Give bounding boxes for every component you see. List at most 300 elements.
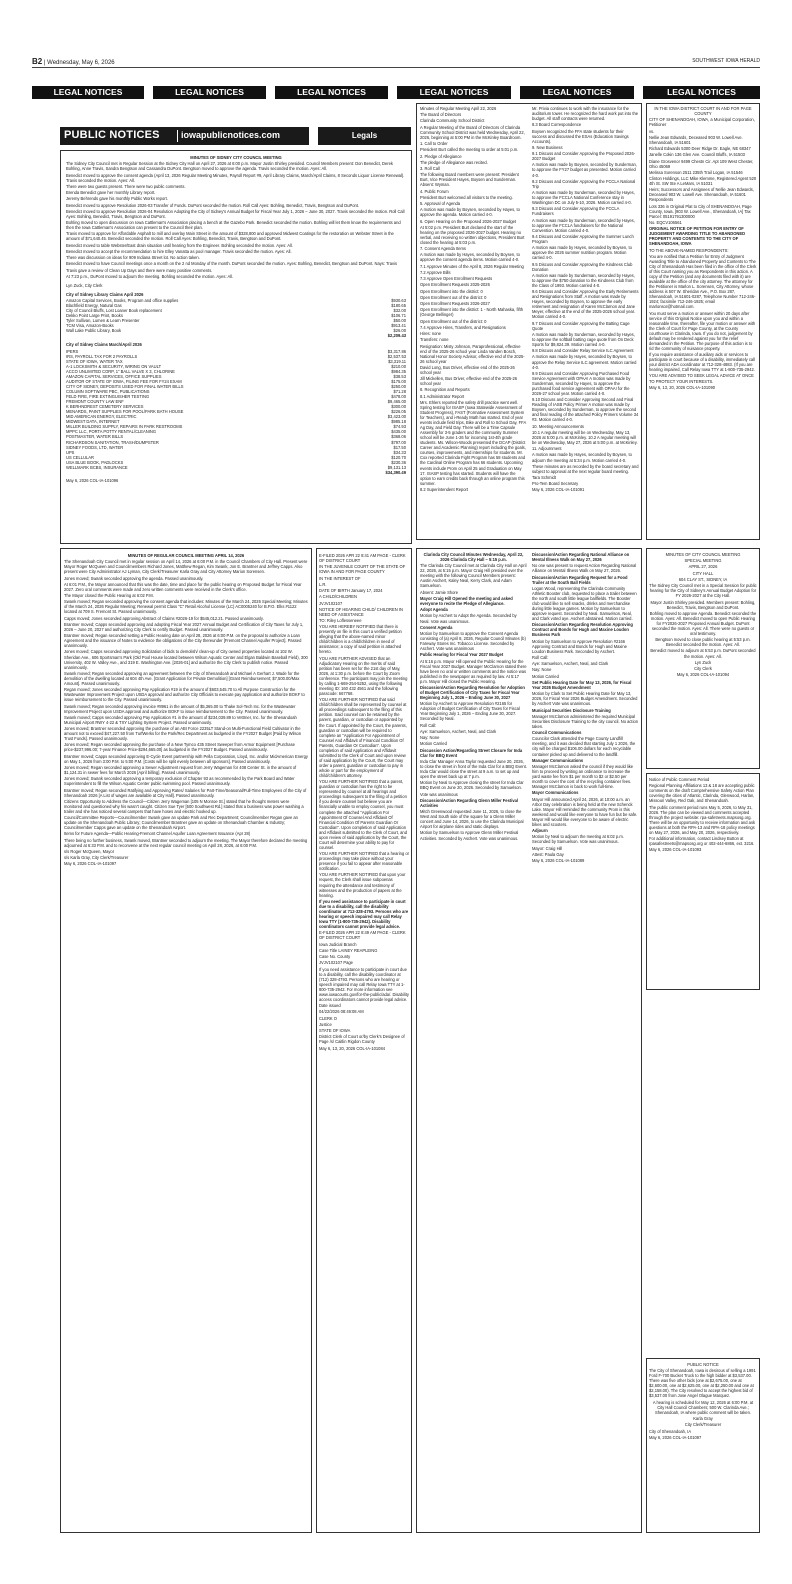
notice-body	[532, 552, 639, 863]
notice-paragraph: Roll Call:	[532, 655, 549, 661]
notice-paragraph: 4. Public Forum	[420, 188, 449, 194]
notice-paragraph: ORIGINAL NOTICE OF PETITION FOR ENTRY OF JUDGEMENT AWARDING TITLE TO ABANDONED PROPERTY AND CONTENTS TO THE CITY OF SHENANDOAH, IOWA	[649, 226, 746, 247]
notice-paragraph: 10.1 A regular meeting will be on Wednesday, May 13, 2026 at 5:00 p.m. at McKinley. 10.2 A regular meeting will be on Wednesday, May 27, 2026 at 5:00 p.m. at McKinley.	[532, 429, 638, 445]
notice-paragraph: Jeremy Behrends gave his monthly Public Works report.	[66, 196, 168, 202]
notice-paragraph: 9.8 Discuss and Consider Relay Service ILC Agreement	[532, 348, 634, 354]
notice-paragraph: At 7:23 p.m., DuPont moved to adjourn the meeting. Bohling seconded the motion. Ayes: All.	[66, 273, 234, 279]
notice-paragraph: Justice	[319, 1021, 332, 1027]
notice-paragraph: 9.1 Discuss and Consider Approving the Proposed 2026-2027 Budget	[532, 151, 636, 162]
notice-paragraph: David Long, Bus Driver, effective end of the 2025-26 school year	[420, 364, 515, 375]
claim-vendor: MIDWEST DATA, INTERNET	[66, 419, 120, 425]
claim-vendor: AUDITOR OF STATE OF IOWA, FILING FEE FOR FY24 EXAM	[66, 378, 182, 384]
notice-paragraph: Hires: none	[420, 331, 441, 337]
notice-paragraph: May 6, 2026 COL-IA-101089	[532, 858, 585, 864]
notice-paragraph: Swank moved; Regan seconded approving an agreement between the City of Shenandoah and Michael A Gerhart J. Wade for the demolition of the dwelling located at 604 4th Ave. [Grant Application for Private Demolition] [Grant Reimbursement; $7,500.00/Max Amount]. Passed unanimously.	[64, 670, 300, 686]
notice-paragraph: 5. Approval of Agenda	[420, 201, 461, 206]
notice-paragraph: PUBLIC NOTICE	[687, 1362, 719, 1367]
notice-paragraph: There were two guests present. There were two public comments.	[66, 183, 186, 189]
notice-paragraph: Open Enrollment out of the district: 0	[420, 318, 487, 324]
claim-amount: $34.33	[393, 449, 406, 455]
notice-paragraph: 9.9 Discuss and Consider Approving Purchased Food Service Agreement with OPAA! A motion was made by Sunderman, seconded by Hayes, to approve the purchased food service agreement with OPAA! for the 2026-27 school year. Motion carried 4-0.	[532, 370, 631, 396]
notice-paragraph: Nellie Jean Edwards, Deceased 903 W. Lowell Ave. Shenandoah, IA 51601	[649, 134, 743, 145]
claim-amount: $368.06	[391, 434, 406, 440]
notice-paragraph: CITY OF SHENANDOAH, IOWA, a Municipal Corporation, Petitioner	[649, 117, 755, 128]
clerk-signature: Lyn Zuck, City Clerk	[66, 282, 103, 288]
notice-paragraph: CLERK O	[319, 1015, 337, 1021]
notice-paragraph: The public comment period runs May 5, 2026, to May 31, 2026. The plan can be viewed and comments accepted through the project website: rpa-safetreets.mapsosg.org. There will be an opportunity to receive information and ask questions at both the RPA-13 and RPA-18 policy meetings on May 27, 2026, and May 20, 2026, respectively.	[649, 804, 756, 835]
notice-paragraph: 1. Call to Order	[420, 141, 448, 147]
notice-paragraph: A motion was made by Hayes, seconded by Boysen, to approve the 2026 summer nutrition program. Motion carried 4-0.	[532, 245, 632, 261]
claim-vendor: IPERS	[66, 348, 79, 354]
notice-paragraph: Mayor: Craig Hill	[532, 845, 563, 851]
notice-paragraph: Benedict moved to accept the recommendation to hire Elley Vanatta as pool manager. Travis seconded the motion. Ayes: All.	[66, 248, 292, 254]
claim-vendor: WELLMARK BCBS, INSURANCE	[66, 464, 128, 470]
notice-body	[649, 106, 757, 390]
notice-paragraph: Open Enrollment into the district: 1 - North Mahaska, fifth (George Bellinger)	[420, 307, 524, 318]
notice-paragraph: The Sidney City Council met in Regular Session at the Sidney City Hall on April 27, 2026 at 6:00 p.m. Mayor Justin Shirley presided. Council Members present: Don Benedict, Derek Bohling, Anne Travis, Sandra Bengtson and Cassandra DuPont. Bengtson moved to approve the agenda. Travis seconded the motion. Ayes: All.	[66, 161, 393, 172]
notice-paragraph: Jones moved; Regan seconded approving a Sewer Adjustment request from Jerry Wageman for 408 Center St. in the amount of $1,124.31 in sewer fees for March 2026 [April billing]. Passed unanimously.	[64, 764, 297, 776]
notice-paragraph: 8.3 Board Correspondence	[532, 122, 582, 128]
header-rule	[32, 67, 760, 68]
claim-vendor: Wall Lake Public Library, Book	[66, 328, 122, 334]
notice-paragraph: The Clarinda City Council met at Clarinda City Hall on April 22, 2026, at 5:15 p.m. Mayor Craig Hill presided over the meeting with the following Council Members present: Austin Aschert, Kaley Neal, Kerry Clark, and Adam Samuelson.	[420, 563, 527, 589]
claim-amount: $300.00	[391, 404, 406, 410]
notice-paragraph: 8. Recognition and Reports	[420, 387, 470, 393]
notice-paragraph: Councilor Clark attended the Page County Landfill meeting, and it was decided that starting July 1 2026, the city will be charged $106.00 dollars for each recyclable container picked up and delivered to the landfill.	[532, 736, 636, 757]
notice-paragraph: 3. Roll Call	[420, 165, 440, 171]
notice-paragraph: Tara Schmidt	[532, 475, 556, 481]
notice-paragraph: The pledge of Allegiance was recited.	[420, 159, 488, 165]
notice-paragraph: At 5:02 p.m. President Burt declared the start of the hearing on the proposed 2026-2027 budget. Hearing no verbal, and receiving no written objections, President Burt closed the hearing at 5:03 p.m.	[420, 224, 525, 245]
notice-paragraph: Citizens Opportunity to Address the Council—Citizen Jerry Wageman [105 N Monroe St.] stated that he thought meters were monitored and questioned why his wasn't caught. Citizen Sue Tyer [500 Southwest Rd.] stated that a business was power washing a trailer and she has noticed several campers that have hoses and electric hooked up.	[64, 798, 304, 814]
claim-amount: $74.93	[393, 424, 406, 430]
notice-paragraph: 7. Consent Agenda Items	[420, 246, 466, 252]
notice-paragraph: Brantner moved; Capps seconded approving and adopting Fiscal Year 2027 Annual Budget and Certification of City Taxes for July 1, 2026 – June 20, 2027 and authorizing City Clerk to certify Budget. Passed unanimously.	[64, 621, 304, 632]
notice-body	[420, 563, 527, 840]
notice-paragraph: You must serve a motion or answer within 20 days after service of this Original Notice upon you and within a reasonable time, thereafter, file your motion or answer with the Clerk of Court for Page County, at the County courthouse in Clarinda, Iowa. If you do not, judgement by default may be rendered against you for the relief demanded in the Petition. The purpose of this action is to rid the community of nuisance property.	[649, 310, 756, 351]
notice-paragraph: A motion was made by Sunderman, seconded by Hayes, to approve the $750 donation to the Kindness Club from the Class of 1993. Motion carried 4-0.	[532, 272, 635, 288]
notice-paragraph: No. EQCV106561	[649, 220, 682, 225]
notice-paragraph: NOTICE OF HEARING CHILD/ CHILDREN IN NEED OF ASSISTANCE	[319, 606, 403, 617]
notice-paragraph: YOU ARE ADVISED TO SEEK LEGAL ADVICE AT ONCE TO PROTECT YOUR INTERESTS.	[649, 373, 754, 384]
clarinda-council-minutes-cont	[532, 552, 639, 1528]
claims-title: City of Sidney Claims March/April 2026	[66, 342, 142, 348]
notice-paragraph: 6. Open Hearing on the Proposed 2026-2027 Budget	[420, 218, 517, 224]
logo-title: PUBLIC NOTICES	[64, 129, 160, 141]
notice-paragraph: City Clerk/Treasurer	[684, 1422, 722, 1428]
notice-paragraph: IN THE INTEREST OF	[319, 575, 361, 581]
claims-total: $2,209.43	[387, 333, 406, 339]
notice-paragraph: Mayor Hill announced April 24, 2026, at 10:00 a.m. an Arbor Day celebration is being held at the new Schenck Lake. Mayor Hill reminded the community Prom is this weekend and would like everyone to have fun but be safe. Mayor Hill would like everyone to be aware of electric bikes and scooters.	[532, 796, 638, 827]
notice-body	[420, 106, 527, 492]
notice-paragraph: A motion was made by Boysen, seconded by Hayes, to approve the agenda. Motion carried 4-0.	[420, 207, 520, 218]
notice-paragraph: Date issued	[319, 1003, 341, 1009]
claim-amount: $175.00	[391, 378, 406, 384]
notice-paragraph: Motion by Aschert to Adopt the Agenda. Seconded by Neal. Vote was unanimous.	[420, 613, 517, 624]
legal-notices-banner: LEGAL NOTICES	[397, 86, 511, 99]
notice-title: MINUTES OF SIDNEY CITY COUNCIL MEETING	[190, 155, 282, 160]
notice-paragraph: Aye: Samuelson, Aschert, Neal, and Clark	[420, 728, 497, 734]
notice-paragraph: Swank moved; Regan seconded approving invoice #8961 in the amount of $5,365.00 to Thake Sol-Tech Inc. for the Wastewater Improvement Project upon USDA approval and authorize BOKF to issue reimbursement to the City. Passed unanimously.	[64, 703, 296, 714]
notice-paragraph: A motion was made by Hayes, seconded by Boysen, to adjourn the meeting at 5:34 p.m. Motion carried 4-0.	[532, 452, 632, 463]
legal-notices-banner: LEGAL NOTICES	[643, 86, 760, 99]
claim-vendor: UPS	[66, 449, 75, 455]
notice-paragraph: Notice of Public Comment Period	[649, 777, 710, 782]
claim-vendor: ACCO UNLIMITED CORP, 1" BALL VALVE X 3, CHLORINE	[66, 368, 175, 374]
notice-paragraph: Motion by Samuelson to Approve Glenn Miller Festival Activities. Seconded by Aschert. Vote was unanimous.	[420, 830, 519, 841]
claim-amount: $3,423.00	[387, 414, 406, 420]
notice-paragraph: Mayor Communications	[532, 790, 579, 796]
claim-vendor: Amazon Capital Services, Books, Program and office supplies	[66, 298, 179, 304]
notice-paragraph: May 6, 2026 COL-IA-101094	[676, 672, 730, 678]
notice-paragraph: Aye: Samuelson, Aschert, Neal, and Clark	[532, 661, 609, 667]
notice-paragraph: A motion was made by Hayes, seconded by Boysen, to approve the consent agenda items. Motion carried 4-0.	[420, 252, 520, 263]
legals-tag: Legals	[318, 127, 411, 145]
notice-paragraph: Benedict moved to table Webster/East drain situation until hearing from the Engineer. Bohling seconded the motion. Ayes: All.	[66, 242, 293, 248]
notice-paragraph: Swank moved; Regan seconded approving the consent agenda that includes: Minutes of the March 24, 2026 Special Meeting; Minutes of the March 24, 2026 Regular Meeting; Renewal permit Class "C" Retail Alcohol License (LC) AC0005240 for B.P.O. Elks #1122 located at 709 S. Fremont St. Passed unanimously.	[64, 599, 308, 615]
claim-vendor: FELD FIRE, FIRE EXTINGUISHER TESTING	[66, 394, 150, 400]
claim-amount: $435.00	[391, 429, 406, 435]
claim-vendor: Blachfield Energy, Natural Gas	[66, 303, 122, 309]
notice-paragraph: Discussion Action/Regarding Street Closure for Inda Clar for BBQ Event	[420, 747, 523, 758]
notice-paragraph: Karla Gray	[693, 1416, 713, 1422]
notice-paragraph: YOU ARE FURTHER NOTIFIED that said child/children shall be represented by counsel at all proceedings subsequent to the filing of this petition. Said counsel can be retained by the parent, guardian, or custodian or appointed by the Court. If appointed by the Court, the parents, guardian or custodian will be required to complete an "Application For Appointment of Counsel And Affidavit of Financial Condition Of Parents, Guardian Or Custodian". Upon completion of said Application and Affidavit submitted to the Clerk of Court and upon review of said application by the Court, the Court may order a parent, guardian or custodian to pay in whole or part for the employment of child/children's attorney.	[319, 697, 407, 778]
claim-amount: $3,319.11	[388, 358, 406, 364]
notice-paragraph: Motion by Clark to Set Public Hearing Date for May 13, 2026, for Fiscal Year 2026 Budget Amendment. Seconded by Aschert Vote was unanimous.	[532, 691, 638, 707]
claim-vendor: MID AMERICAN ENERGY, ELECTRIC	[66, 414, 137, 420]
claim-amount: $38.53	[393, 373, 406, 379]
notice-paragraph: Motion Carried	[532, 673, 559, 679]
notice-paragraph: Benedict moved to approve Resolution 2026-03 Transfer of Funds. DuPont seconded the motion. Roll Call Ayes: Bohling, Benedict, Travis, Bengtson and DuPont.	[66, 202, 360, 208]
notice-paragraph: Jones moved; Brantner seconded approving the purchase of an ABI Force 2235LT Stand-on Multi-Functional Field Cultivator in the amount not to exceed $47,227.50 from TurfWerks for the Park/Rec Department as budgeted in the FY2027 Budget [Paid by Wilson Trust Funds]. Passed unanimously.	[64, 726, 302, 742]
notice-paragraph: May 6, 2026 COL-IA-101093	[649, 847, 702, 853]
notice-paragraph: TO: Riley Loflesseneee	[319, 618, 362, 624]
logo-divider	[177, 130, 178, 142]
notice-paragraph: Manager McClarnon asked the council if they would like him to proceed by writing an ordinance to increase the yard waste fee from $1 per month to $2 or $2.50 per month to cover the cost of the recycling container fees. Manager McClarnon is back to work full-time.	[532, 763, 634, 790]
notice-paragraph: Jones moved; Swank seconded approving a temporary exclusion of Chapter 93 as recommended by the Park Board and Water Superintendent to fill the Wilson Aquatic Center public swimming pool. Passed unanimously.	[64, 776, 295, 787]
notice-footer: May 6, 13, 20, 2026 COL-IA-101084	[319, 1045, 385, 1051]
notice-paragraph: The Sidney City Council met in a Special Session for public hearing for the City of Sidney's Annual Budget Adoption for FY 2026-2027 at the City Hall.	[649, 583, 757, 599]
notice-paragraph: You are notified that a Petition for Entry of Judgment Awarding Title to Abandoned Property and Contents to The City of Shenandoah Has been filed in the office of the Clerk of this Court naming you as Respondents in this action. A copy of the Petition (and any documents filed with it) are available at the office of the city attorney. The attorney for the Petitioner is Marlon L. Sorensen, City Attorney, whose address is 507 W. Sheridan Ave., P.O. Box 287, Shenandoah, IA 51601-0287, Telephone Number 712-246-1924; facsimile 712-246-1925; email marlonsor@hotmail.com.	[649, 253, 757, 310]
notice-paragraph: 8.2 Superintendent Report	[420, 486, 469, 492]
notice-paragraph: Discussion/Action Regarding Resolution Approving Contract and Bonds for Hugh and Maxine Loudon Business Park	[532, 622, 633, 638]
claim-vendor: MILLER BUILDING SUPPLY, REPAIRS IN PARK RESTROOMS	[66, 424, 183, 430]
claim-amount: $26.00	[393, 328, 406, 334]
notice-paragraph: 7.3 Approve Open Enrollment Requests	[420, 276, 493, 282]
claim-amount: $9,465.00	[387, 399, 406, 405]
notice-paragraph: Discussion/Action Regarding National Alliance on Mental Illness Walk on May 27, 2026	[532, 552, 630, 563]
sidney-minutes	[66, 155, 406, 541]
notice-paragraph: YOU ARE FURTHER ADVISED that an Adjudicatory Hearing on the merits of said petition has been set for the 21st day of May, 2026, at 1:30 p.m. before the Court by Zoom conference. The participant may join the meeting by calling 1-669-254-5252, using the following meeting ID: 160 432 4561 and the following passcode: 667768.	[319, 655, 408, 697]
notice-paragraph: YOU ARE FURTHER NOTIFIED that a hearing or proceedings may take place without your presence if you fail to appear after reasonable notification.	[319, 851, 409, 872]
notice-paragraph: Lyn Zuck	[694, 659, 712, 665]
claim-vendor: MPPC LLC, PORTA POTTY RENTAL/CLEANING	[66, 429, 157, 435]
notice-paragraph: 9.3 Discuss and Consider Approving the FCCLA Fundraisers	[532, 206, 620, 217]
claims-list	[66, 349, 406, 470]
notice-paragraph: IN THE IOWA DISTRICT COURT IN AND FOR PAGE COUNTY	[654, 106, 752, 117]
notice-paragraph: Mayor Justin Shirley presided. Members present: Bohling, Benedict, Travis, Bengtson and DuPont.	[650, 599, 756, 610]
claim-amount: $930.63	[391, 298, 406, 304]
notice-paragraph: Case No. County	[319, 954, 351, 960]
notice-paragraph: Public Hearing for Fiscal Year 2027 Budget	[420, 652, 504, 658]
notice-paragraph: Brantner moved; Regan seconded Ratifying and Approving Rates/ Salaries for Part-Time/Seasonal/Full-Time Employees of the City of Shenandoah 2026 [A List of wages are available at City Hall]. Passed unanimously.	[64, 787, 307, 798]
notice-paragraph: Jones moved; Capps seconded approving Solicitation of bids to demolish/ clean-up of City owned properties located at 102 W. Sheridan Ave., 606 Sportsman's Park (Old Pool House located between Wilson Aquatic Center and Elgan Baldwin Baseball Field), 300 University, 402 W. Valley Ave., and 319 E. Washington Ave. [2026-01] and authorize the City Clerk to publish notice. Passed unanimously.	[64, 649, 308, 670]
claim-amount: $3,317.86	[387, 348, 406, 354]
notice-paragraph: YOU ARE FURTHER NOTIFIED that a parent, guardian or custodian has the right to be represented by counsel at all hearings and proceedings subsequent to the filing of a petition if you desire counsel but believe you are financially unable to employ counsel, you must complete the attached "Application For Appointment Of Counsel And Affidavit Of Financial Condition Of Parents Guardian Or Custodian". Upon completion of said Application and Affidavit submitted to the Clerk of Court, and upon review of said application by the Court, the Court will determine your ability to pay for counsel.	[319, 779, 407, 850]
legal-notices-banner: LEGAL NOTICES	[275, 86, 388, 99]
notice-paragraph: May 6, 2026 COL-IA-101091	[532, 487, 585, 493]
notice-paragraph: Motion Carried	[420, 741, 447, 747]
notice-paragraph: There was discussion on ideas for 909 Indiana Street lot. No action taken.	[66, 255, 200, 261]
claim-amount: $180.65	[391, 303, 406, 309]
claims-total: $34,390.49	[385, 469, 406, 475]
notice-paragraph: Discussion/Action Regarding Glenn Miller Festival Activities	[420, 797, 519, 808]
notice-paragraph: APRIL 27, 2026	[688, 564, 718, 570]
notice-paragraph: Clarinda Community School District	[420, 118, 485, 124]
notice-paragraph: YOU ARE HEREBY NOTIFIED that there is presently on file in this court a verified petition alleging that the above-named minor child/children is a child/children in need of assistance; a copy of said petition is attached hereto.	[319, 624, 402, 655]
claim-amount: $2,537.53	[387, 353, 406, 359]
notice-footer: May 6, 2026 COL-IA-101097	[64, 861, 117, 867]
notice-paragraph: Travis gave a review of Clean Up Days and there were many positive comments.	[66, 267, 213, 273]
legal-notices-banner: LEGAL NOTICES	[520, 86, 634, 99]
public-comment-notice	[649, 777, 757, 987]
notice-paragraph: A hearing is scheduled for May 12, 2026 at 6:00 P.M. at City Hall Council Chambers; 500 W. Clarinda Ave.; Shenandoah, IA where public comment will be taken.	[652, 1399, 754, 1415]
claim-vendor: AMAZON CAPITAL SERVICES, OFFICE SUPPLIES	[66, 373, 162, 379]
notice-paragraph: s/s Roger McQueen, Mayor	[64, 848, 115, 854]
notice-paragraph: A motion was made by Sunderman, seconded by Hayes, to approve the FCCLA National Conference stay in Washington DC on July 5-10, 2026. Motion carried 4-0.	[532, 190, 635, 206]
truck-sale-notice	[649, 1362, 757, 1530]
notice-paragraph: E-FILED 2026 APR 22 8:41 AM PAGE - CLERK OF DISTRICT COURT	[319, 553, 406, 564]
notice-body	[649, 1362, 757, 1440]
notice-paragraph: Open Enrollment Requests 2026-2027	[420, 301, 490, 307]
notice-paragraph: Regan moved; Jones seconded approving Pay Application #19 in the amount of $603,545.70 to All Purpose Construction for the Wastewater Improvement Project upon USDA approval and authorize City Officials to execute pay application and authorize BOKF to issue reimbursement to the City. Passed unanimously.	[64, 687, 305, 703]
logo-site: iowapublicnotices.com	[181, 130, 281, 140]
notice-paragraph: Janelle Cokin 136 Glen Ave. Council Bluffs, IA 51503	[649, 152, 745, 158]
notice-paragraph: L.R.	[319, 581, 327, 587]
notice-paragraph: Open Enrollment out of the district: 0	[420, 294, 487, 300]
claim-amount: $71.28	[393, 389, 406, 395]
notice-paragraph: Motion by Aschert to Approve Resolution #2165 for Adoption of Budget Certification of City Taxes for Fiscal Year Beginning July 1, 2026 – Ending June 30, 2027. Seconded by Neal.	[420, 701, 520, 722]
sidney-special-minutes	[649, 552, 757, 766]
notice-paragraph: There being no further business, Swank moved, Brantner seconded to adjourn the meeting. The Mayor therefore declared the meeting adjourned at 6:33 P.M. and to reconvene at the next regular council meeting on April 28, 2026, at 6:00 P.M.	[64, 837, 308, 848]
notice-paragraph: If you need assistance to participate in court due to a disability, call the disability coordinator at 712-328-4793. Persons who are hearing or speech impaired may call Relay Iowa TTY (1-800-735-2942). Disability coordinators cannot provide legal advice.	[319, 898, 409, 930]
notice-paragraph: Discussion/Action Regarding Resolution for Adoption of Budget Certification of City Taxes for Fiscal Year Beginning July 1, 2026 – Ending June 30, 2027	[420, 685, 525, 701]
notice-paragraph: 9.5 Discuss and Consider Approving the Kindness Club Donation	[532, 261, 633, 272]
claim-amount: $985.18	[391, 419, 406, 425]
notice-paragraph: SPECIAL MEETING	[684, 558, 722, 564]
notice-paragraph: Inda Clar Manager Anna Taylor requested June 20, 2026, to close the street in front of the Inda Clar for a BBQ Event. Inda Clar would close the street at 9 a.m. to set up and open the street back up at 7 p.m.	[420, 758, 527, 780]
notice-paragraph: 11. Adjournment	[532, 446, 562, 452]
notice-paragraph: Travis moved to approve for Affordable Asphalt to mill and overlay Main Street in the amount of $328,800 and approved Midwest Coatings for the restoration on Webster Street in the amount of $71,640.45. Benedict seconded the motion. Roll Call Ayes: Bohling, Benedict, Travis, Bengtson and DuPont.	[66, 231, 394, 242]
notice-paragraph: Jones moved; Swank seconded approving the agenda. Passed unanimously.	[64, 575, 204, 581]
page-header	[32, 56, 760, 66]
claim-amount: $106.71	[391, 313, 406, 319]
notice-paragraph: A motion was made by Sunderman, seconded by Hayes, to approve the FCCLA fundraisers for the National Convention. Motion carried 4-0.	[532, 217, 635, 233]
notice-paragraph: Benedict moved to approve the consent agenda (April 13, 2026 Regular Meeting Minutes, Payroll Report #9, April Library Claims, March/April Claims, 8 Seconds Liquor License Renewal). Travis seconded the motion. Ayes: All.	[66, 172, 405, 183]
page-number: B2	[32, 57, 43, 66]
notice-paragraph: Minutes of Regular Meeting April 22, 2026	[420, 106, 497, 111]
notice-title: MINUTES OF REGULAR COUNCIL MEETING APRIL 14, 2026	[127, 553, 245, 558]
claim-amount: $984.35	[391, 368, 406, 374]
notice-paragraph: IN THE JUVENILE COURT OF THE STATE OF IOWA IN AND FOR PAGE COUNTY	[319, 564, 406, 575]
notice-paragraph: A motion was made by Sunderman, seconded by Hayes, to approve the softball batting cage quote from On Deck Sports for $9,824.39. Motion carried 4-0.	[532, 331, 635, 348]
notice-paragraph: The following Board members were present: President Burt, Vice President Hayes, Boysen and Sunderman. Absent: Wyman.	[420, 172, 519, 188]
quiet-title-notice	[649, 106, 757, 538]
notice-paragraph: Roll Call:	[420, 722, 437, 728]
claim-vendor: CITY OF SIDNEY, DEPOSITS USED FOR FINAL WATER BILLS	[66, 384, 184, 390]
notice-paragraph: Brantner moved; Capps seconded approving E-Cycle Event partnership with Pella Corporation, Lloyd, Inc. and/or MidAmerican Energy on May 1, 2026 from 3:00 P.M. to 5:00 P.M. [Costs will be split evenly between all sponsors]. Passed unanimously.	[64, 753, 308, 764]
notice-paragraph: Motion by Samuelson to approve the Consent Agenda consisting of (a) April 8, 2026, Regular Council Minutes (b) Fareway Stores Inc. Tobacco License. Seconded by Aschert. Vote was unanimous	[420, 630, 526, 652]
notice-paragraph: 10. Meeting Announcements	[532, 423, 584, 429]
claims-list	[66, 298, 406, 333]
claim-amount: $210.00	[391, 363, 406, 369]
notice-paragraph: May 6, 2026 COL-IA-101097	[649, 1434, 702, 1440]
notice-paragraph: Mrs. Ehlers reported the safety drill practice went well. Spring testing for ISASP (Iowa Statewide Assessment of Student Progress), FAST (Formative Assessment System for Teachers), and i-Ready Math has started. End of year events include field trips, Bike and Roll to School Day, FFA Ag Day, and Field Day. There will be a Time Capsule Assembly for 3-5 graders and the community Summer school will be June 1-26 for incoming 1st-4th grade students. Ms. Wilson-Woods presented the DCAP (District Career and Academic Planning) report including the goals, courses, improvements, and internships for students. Mr. Cox reported Clarinda Fight Program has 58 students and the Cardinal Online Program has 66 students. Upcoming events include Prom on April 25 and Graduation on May 17. ISASP testing has started. Students will have the option to earn credits back through an online program this summer.	[420, 399, 526, 486]
notice-paragraph: DATE OF BIRTH January 17, 2024	[319, 588, 383, 594]
notice-paragraph: A Regular Meeting of the Board of Directors of Clarinda Community School District was held Wednesday, April 22, 2026, beginning at 5:00 PM in the McKinley Boardroom.	[420, 124, 525, 140]
notice-paragraph: Benedict moved to approve Resolution 2026-04 Resolution Adopting the City of Sidney's Annual Budget for Fiscal Year July 1, 2026 – June 30, 2027. Travis seconded the motion. Roll Call Ayes: Bohling, Benedict, Travis, Bengtson and DuPont.	[66, 208, 405, 219]
notice-paragraph: Benedict moved to adjourn at 5:53 p.m. DuPont seconded the motion. Ayes: All.	[650, 648, 756, 659]
notice-paragraph: Open Enrollment into the district: 0	[420, 288, 483, 294]
legal-notices-banner: LEGAL NOTICES	[32, 86, 144, 99]
notice-paragraph: STATE OF IOWA	[319, 1028, 351, 1033]
notice-paragraph: vs.	[649, 128, 655, 134]
notice-paragraph: Set Public Hearing Date for May 13, 2026, for Fiscal Year 2026 Budget Amendment	[532, 679, 632, 690]
notice-body	[319, 553, 409, 1044]
notice-paragraph: 9.4 Discuss and Consider Approving the Summer Lunch Program	[532, 233, 634, 244]
notice-paragraph: May 6, 13, 20, 2026 COL-IA-101090	[649, 384, 715, 390]
notice-paragraph: YOU ARE FURTHER NOTIFIED that upon your request, the Clerk shall issue subpoenas requiring the attendance and testimony of witnesses and the production of papers at the hearing.	[319, 872, 406, 898]
notice-paragraph: Bohling moved to approve Agenda. Benedict seconded the motion. Ayes: All. Benedict moved to open Public Hearing for FY2026-2027 Proposed Annual Budget. DuPont seconded the motion. Ayes: All. There were no guests or oral testimony.	[649, 610, 757, 636]
notice-paragraph: 604 CLAY ST., SIDNEY, IA	[678, 576, 728, 582]
notice-paragraph: Transfers: none	[420, 337, 449, 343]
claim-amount: $50.00	[393, 318, 406, 324]
notice-paragraph: Mr. Privia continues to work with the insurance for the auditorium tower. He recognized the hard work put into the budget. All staff contracts were returned.	[532, 106, 639, 122]
notice-paragraph: 9.7 Discuss and Consider Approving the Batting Cage Quote	[532, 320, 630, 331]
notice-paragraph: City of Shenandoah, IA	[649, 1428, 692, 1434]
legal-notices-banner: LEGAL NOTICES	[153, 86, 266, 99]
claim-vendor: TCM Visa, Amazon-Books	[66, 323, 114, 329]
notice-paragraph: Diane Grosvenor 9499 Chestn Cir. Apt 109 West Chester, Ohio 45069	[649, 158, 754, 169]
claim-vendor: SIDNEY FOODS, LTD, WATER	[66, 444, 124, 450]
notice-paragraph: Motion by Neal to Approve closing the street for Inda Clar BBQ Event on June 20, 2026. Seconded by Samuelson.	[420, 780, 524, 791]
notice-paragraph: City Clerk	[694, 666, 712, 671]
notice-paragraph: Bengtson moved to close public hearing at 5:53 p.m. Benedict seconded the motion. Ayes: All.	[655, 637, 751, 648]
notice-paragraph: These minutes are as recorded by the board secretary and subject to approval at the next regular board meeting.	[532, 463, 639, 474]
claim-amount: $250.00	[391, 384, 406, 390]
claim-amount: $913.41	[391, 323, 406, 329]
notice-paragraph: Pro-Tem Board Secretary	[532, 481, 579, 487]
notice-paragraph: Open Enrollment Requests 2025-2026	[420, 282, 490, 288]
notice-body	[649, 777, 757, 852]
notice-paragraph: Attest: Paula Gay	[532, 851, 564, 857]
notice-paragraph: The Mayor closed the Public Hearing at 6:02 P.M.	[64, 593, 154, 599]
newspaper-name: SOUTHWEST IOWA HERALD	[692, 58, 760, 64]
notice-paragraph: 9.6 Discuss and Consider Approving the Early Retirements and Resignations from Staff. A motion was made by Hayes, seconded by Boysen, to approve the early retirement and resignation of Karen McClarnon and Jane Meyer, effective at the end of the 2025-2026 school year. Motion carried 4-0.	[532, 289, 639, 320]
notice-paragraph: President Burt welcomed all visitors to the meeting.	[420, 194, 513, 200]
notice-paragraph: Nay: None	[532, 667, 552, 673]
claim-vendor: FREMONT COUNTY LAW ENF	[66, 399, 124, 405]
claims-title: City of Sidney Library Claims April 2026	[66, 291, 144, 297]
claim-vendor: A-1 LOCKSMITH & SECURITY, WIRING ON VAULT	[66, 363, 162, 369]
notice-paragraph: Council/Committee Reports—Councilmember Swank gave an update Park and Rec Department; Councilmember Regan gave an update on the Shenandoah Public Library; Councilmember Brantner gave an update on Shenandoah Chamber & Industry; Councilmember Capps gave an update on the Shenandoah Airport.	[64, 815, 298, 831]
notice-paragraph: Mayor Craig Hill Opened the meeting and asked everyone to recite the Pledge of Allegiance.	[420, 595, 513, 606]
claim-amount: $797.00	[391, 439, 406, 445]
issue-date: Wednesday, May 6, 2026	[47, 60, 115, 66]
notice-title: Clarinda City Council Minutes Wednesday, April 22, 2026 Clarinda City Hall – 5:15 p.m.	[423, 552, 524, 563]
notice-paragraph: Motion by Samuelson to Approve Resolution #2166 Approving Contract and Bonds for Hugh and Maxine Loudon Business Park. Seconded by Aschert.	[532, 638, 627, 654]
notice-paragraph: 04/22/2026 08:49:08 AM	[319, 1009, 364, 1015]
notice-paragraph: Motion by Neal to adjourn the meeting at 6:02 p.m. Seconded by Samuelson. Vote was unanimous.	[532, 834, 624, 845]
claim-vendor: Dekko Point Large Print, Books	[66, 313, 123, 319]
notice-paragraph: Absent: Jamie Shore	[420, 589, 459, 595]
notice-paragraph: President Burt called the meeting to order at 5:01 p.m.	[420, 147, 519, 153]
shenandoah-minutes	[64, 553, 308, 1529]
claim-vendor: USA BLUE BOOK, PADLOCKS	[66, 459, 124, 465]
claim-vendor: MENARDS, PAINT SUPPLIES FOR POOL/PARK BATH HOUSE	[66, 409, 184, 415]
notice-paragraph: If you need assistance to participate in court due to a disability, call the disability coordinator at (712) 328-4793. Persons who are hearing or speech impaired may call Relay Iowa TTY at 1-800-735-2942. For more information see www.iowacourts.gov/for-the-public/ada/. Disability access coordinators cannot provide legal advice.	[319, 966, 409, 1002]
notice-paragraph: If you require assistance of auxiliary aids or services to participate in court because of a disability, immediately call your district ADA coordinator at 712-328-4883. (If you are hearing impaired, Call Relay Iowa TTY at 1-800-735-2942.	[649, 352, 755, 373]
notice-paragraph: Brantner moved; Regan seconded setting a Public Hearing date on April 28, 2026 at 6:00 P.M. on the proposal to authorize a Loan Agreement and the issuance of Notes to evidence the obligations of the City thereunder [Fremont Channel Aquifer Project]. Passed unanimously.	[64, 633, 302, 649]
notice-paragraph: A motion was made by Hayes, seconded by Boysen, to approve the Relay Service ILC agreement. Motion carried 4-0.	[532, 354, 637, 370]
claim-vendor: POSTMASTER, WATER BILLS	[66, 434, 124, 440]
notice-paragraph: The Shenandoah City Council met in regular session on April 14, 2026 at 6:00 P.M. in the Council Chambers of City Hall. Present were Mayor Roger McQueen and Councilmembers Richard Jones, Matthew Regan, Kim Swank, Jon E. Brantner and Jeffrey Capps. Also present were City Administrator AJ Lyman, City Clerk/Treasurer Karla Gray and City Attorney Marion Sorensen.	[64, 559, 308, 575]
claim-vendor: US CELLULAR	[66, 454, 94, 460]
claim-amount: $120.70	[391, 454, 406, 460]
notice-paragraph: E-FILED 2026 APR 22 8:49 AM PAGE - CLERK OF DISTRICT COURT	[319, 930, 406, 941]
claim-amount: $9,131.13	[387, 464, 406, 470]
notice-body	[649, 552, 757, 677]
notice-body	[532, 106, 639, 493]
notice-paragraph: Iowa Judicial Branch	[319, 941, 357, 947]
notice-paragraph: For additional information, contact Lindsey Button at rpasafestreets@mapsosg.org or 402-444-6866, ext. 3216.	[649, 836, 755, 847]
notice-paragraph: Nay: None	[420, 735, 440, 741]
notice-paragraph: Resignation: Misty Johnson, Paraprofessional, effective end of the 2025-26 school year Linda Vanden Bosch, National Honor Society Advisor, effective end of the 2025-26 school year	[420, 343, 525, 364]
notice-paragraph: The Board of Directors	[420, 112, 462, 118]
juvenile-notice	[319, 553, 409, 1529]
notice-paragraph: CITY HALL	[692, 570, 714, 576]
claim-amount: $230.36	[391, 459, 406, 465]
notice-paragraph: 2. Pledge of Allegiance	[420, 153, 462, 159]
notice-paragraph: Bohling moved to open discussion on Iowa Cattleman's Association placing a bench at the Gazebo Park. Benedict seconded the motion. Bohling will let them know the requirements and then the Iowa Cattleman's Association can present to the Council their plan.	[66, 220, 401, 231]
notice-paragraph: District Clerk of Court or/by Clerk's Designee of Page /s/ Caitlin Rigdon County	[319, 1034, 405, 1045]
notice-paragraph: No one was present to request Action Regarding National Alliance on Mental Illness Walk on May 27, 2026.	[532, 563, 637, 574]
notice-paragraph: MINUTES OF CITY COUNCIL MEETING	[665, 552, 741, 557]
notice-paragraph: 9.2 Discuss and Consider Approving the FCCLA National Trip	[532, 178, 636, 189]
claim-vendor: IRS, PAYROLL TAX FOR 2 PAYROLLS	[66, 353, 138, 359]
claim-vendor: STATE OF IOWA, WATER TAX	[66, 358, 123, 364]
notice-paragraph: Jones moved; Regan seconded approving the purchase of a New Tymco 435 Street Sweeper from Armor Equipment [Purchase price-$237,996.00; 7-year Finance Price-$294,665.00] as budgeted in the FY2027 Budget. Passed unanimously.	[64, 742, 295, 753]
notice-paragraph: Council Communications	[532, 730, 582, 736]
notice-paragraph: 8.1 Administrator Report	[420, 393, 465, 399]
notice-paragraph: Regional Planning Affiliations 13 & 18 are accepting public comments on the draft Comprehensive Safety Action Plan covering the cities of Atlantic, Clarinda, Glenwood, Harlan, Missouri Valley, Red Oak, and Shenandoah.	[649, 783, 755, 804]
notice-paragraph: Swank moved; Capps seconded approving Pay Application #1 in the amount of $234,039.89 to Vettrner, Inc. for the Shenandoah Municipal Airport RWY 4-22 & TXY Lighting System Project. Passed unanimously.	[64, 714, 297, 725]
notice-paragraph: A motion was made by Boysen, seconded by Sunderman, to approve the FY27 budget as presented. Motion carried 4-0.	[532, 162, 637, 178]
notice-paragraph: Adjourn	[532, 828, 548, 834]
notice-paragraph: At 6:01 P.M., the Mayor announced that this was the date, time and place for the public hearing on Proposed Budget for Fiscal Year 2027. Zero oral comments were made and zero written comments were received in the Clerk's office.	[64, 581, 302, 592]
notice-paragraph: 7.1 Approve Minutes of the April 8, 2026 Regular Meeting	[420, 263, 524, 269]
notice-paragraph: A CHILD/CHILDREN	[319, 594, 357, 600]
notice-paragraph: Consent Agenda	[420, 624, 453, 630]
notice-paragraph: Logan Wood, representing the Clarinda Community Athletic Booster club, requested to place a trailer between the north and south little league ballfields. The Booster club would like to sell snacks, drinks and merchandise during little league games. Motion by Samuelson to approve request. Seconded by Neal. Samuelson, Neal, and Clark voted aye. Aschert abstained. Motion carried.	[532, 585, 637, 622]
notice-paragraph: Capps moved; Jones seconded approving Abstract of Claims #2026-19 for $545,012.21. Passed unanimously.	[64, 615, 264, 621]
notice-paragraph: Municipal Securities Disclosure Training	[532, 707, 611, 713]
notice-paragraph: 7.4 Approve Hires, Transfers, and Resignations	[420, 324, 506, 330]
notice-paragraph: Clinton Holdings, LLC Mike Klemme, Registered Agent 520 4th St. SW Ste A LeMars, IA 51031	[649, 176, 757, 187]
notice-paragraph: 9. New Business	[532, 144, 563, 150]
claim-vendor: City of Council Bluffs, Lost Loaner Book replacement	[66, 308, 162, 314]
notice-paragraph: Manager McClarnon administered the required Municipal Securities Disclosure Training to the city council. No action taken.	[532, 713, 639, 729]
